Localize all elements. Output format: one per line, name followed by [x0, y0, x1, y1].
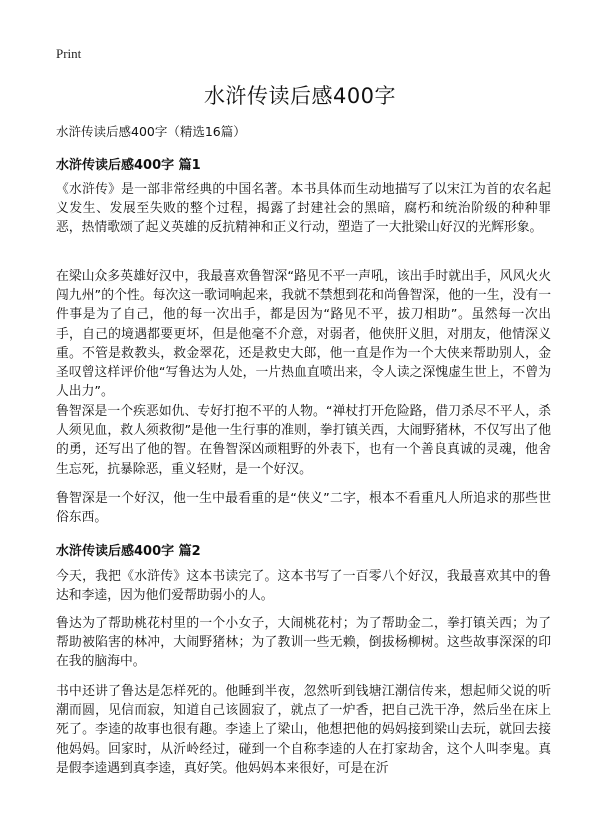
paragraph: 书中还讲了鲁达是怎样死的。他睡到半夜，忽然听到钱塘江潮信传来，想起师父说的听潮而圆，见信而寂，知道自己该圆寂了，就点了一炉香，把自己洗干净，然后坐在床上死了。李逵的故事也很有趣。李逵上了梁山，他想把他的妈妈接到梁山去玩，就回去接他妈妈。回家时，从沂岭经过，碰到一个自称李逵的人在打家劫舍，这个人叫李鬼。真是假李逵遇到真李逵，真好笑。他妈妈本来很好，可是在沂: [56, 684, 551, 776]
paragraph: 在梁山众多英雄好汉中，我最喜欢鲁智深“路见不平一声吼，该出手时就出手，风风火火闯九州”的个性。每次这一歌词响起来，我就不禁想到花和尚鲁智深，他的一生，没有一件事是为了自己，他的每一次出手，都是因为“路见不平，拔刀相助”。虽然每一次出手，自己的境遇都要更坏，但是他毫不介意，对弱者，他侠肝义胆，对朋友，他情深义重。不管是救教头，救金翠花，还是救史大郎，他一直是作为一个大侠来帮助别人，金圣叹曾这样评价他“写鲁达为人处，一片热血直喷出来，令人读之深愧虚生世上，不曾为人出力”。: [56, 269, 551, 400]
section-heading-2: 水浒传读后感400字 篇2: [56, 544, 201, 559]
paragraph: 今天，我把《水浒传》这本书读完了。这本书写了一百零八个好汉，我最喜欢其中的鲁达和李逵，因为他们爱帮助弱小的人。: [56, 569, 551, 604]
paragraph: 鲁达为了帮助桃花村里的一个小女子，大闹桃花村；为了帮助金二，拳打镇关西；为了帮助被陷害的林冲，大闹野猪林；为了教训一些无赖，倒拔杨柳树。这些故事深深的印在我的脑海中。: [56, 616, 551, 670]
document-title: 水浒传读后感400字: [203, 84, 397, 108]
paragraph: 鲁智深是一个好汉，他一生中最看重的是“侠义”二字，根本不看重凡人所追求的那些世俗东西。: [56, 491, 551, 526]
paragraph: 鲁智深是一个疾恶如仇、专好打抱不平的人物。“禅杖打开危险路，借刀杀尽不平人，杀人须见血，救人须救彻”是他一生行事的准则，拳打镇关西，大闹野猪林，不仅写出了他的勇，还写出了他的智。在鲁智深凶顽粗野的外表下，也有一个善良真诚的灵魂，他舍生忘死，抗暴除恶，重义轻财，是一个好汉。: [56, 404, 551, 477]
section-heading-1: 水浒传读后感400字 篇1: [56, 158, 201, 173]
paragraph: 《水浒传》是一部非常经典的中国名著。本书具体而生动地描写了以宋江为首的农名起义发生、发展至失败的整个过程，揭露了封建社会的黑暗，腐朽和统治阶级的种种罪恶，热情歌颂了起义英雄的反抗精神和正义行动，塑造了一大批梁山好汉的光辉形象。: [56, 182, 551, 236]
print-link[interactable]: Print: [56, 46, 82, 61]
document-subtitle: 水浒传读后感400字（精选16篇）: [56, 124, 246, 139]
